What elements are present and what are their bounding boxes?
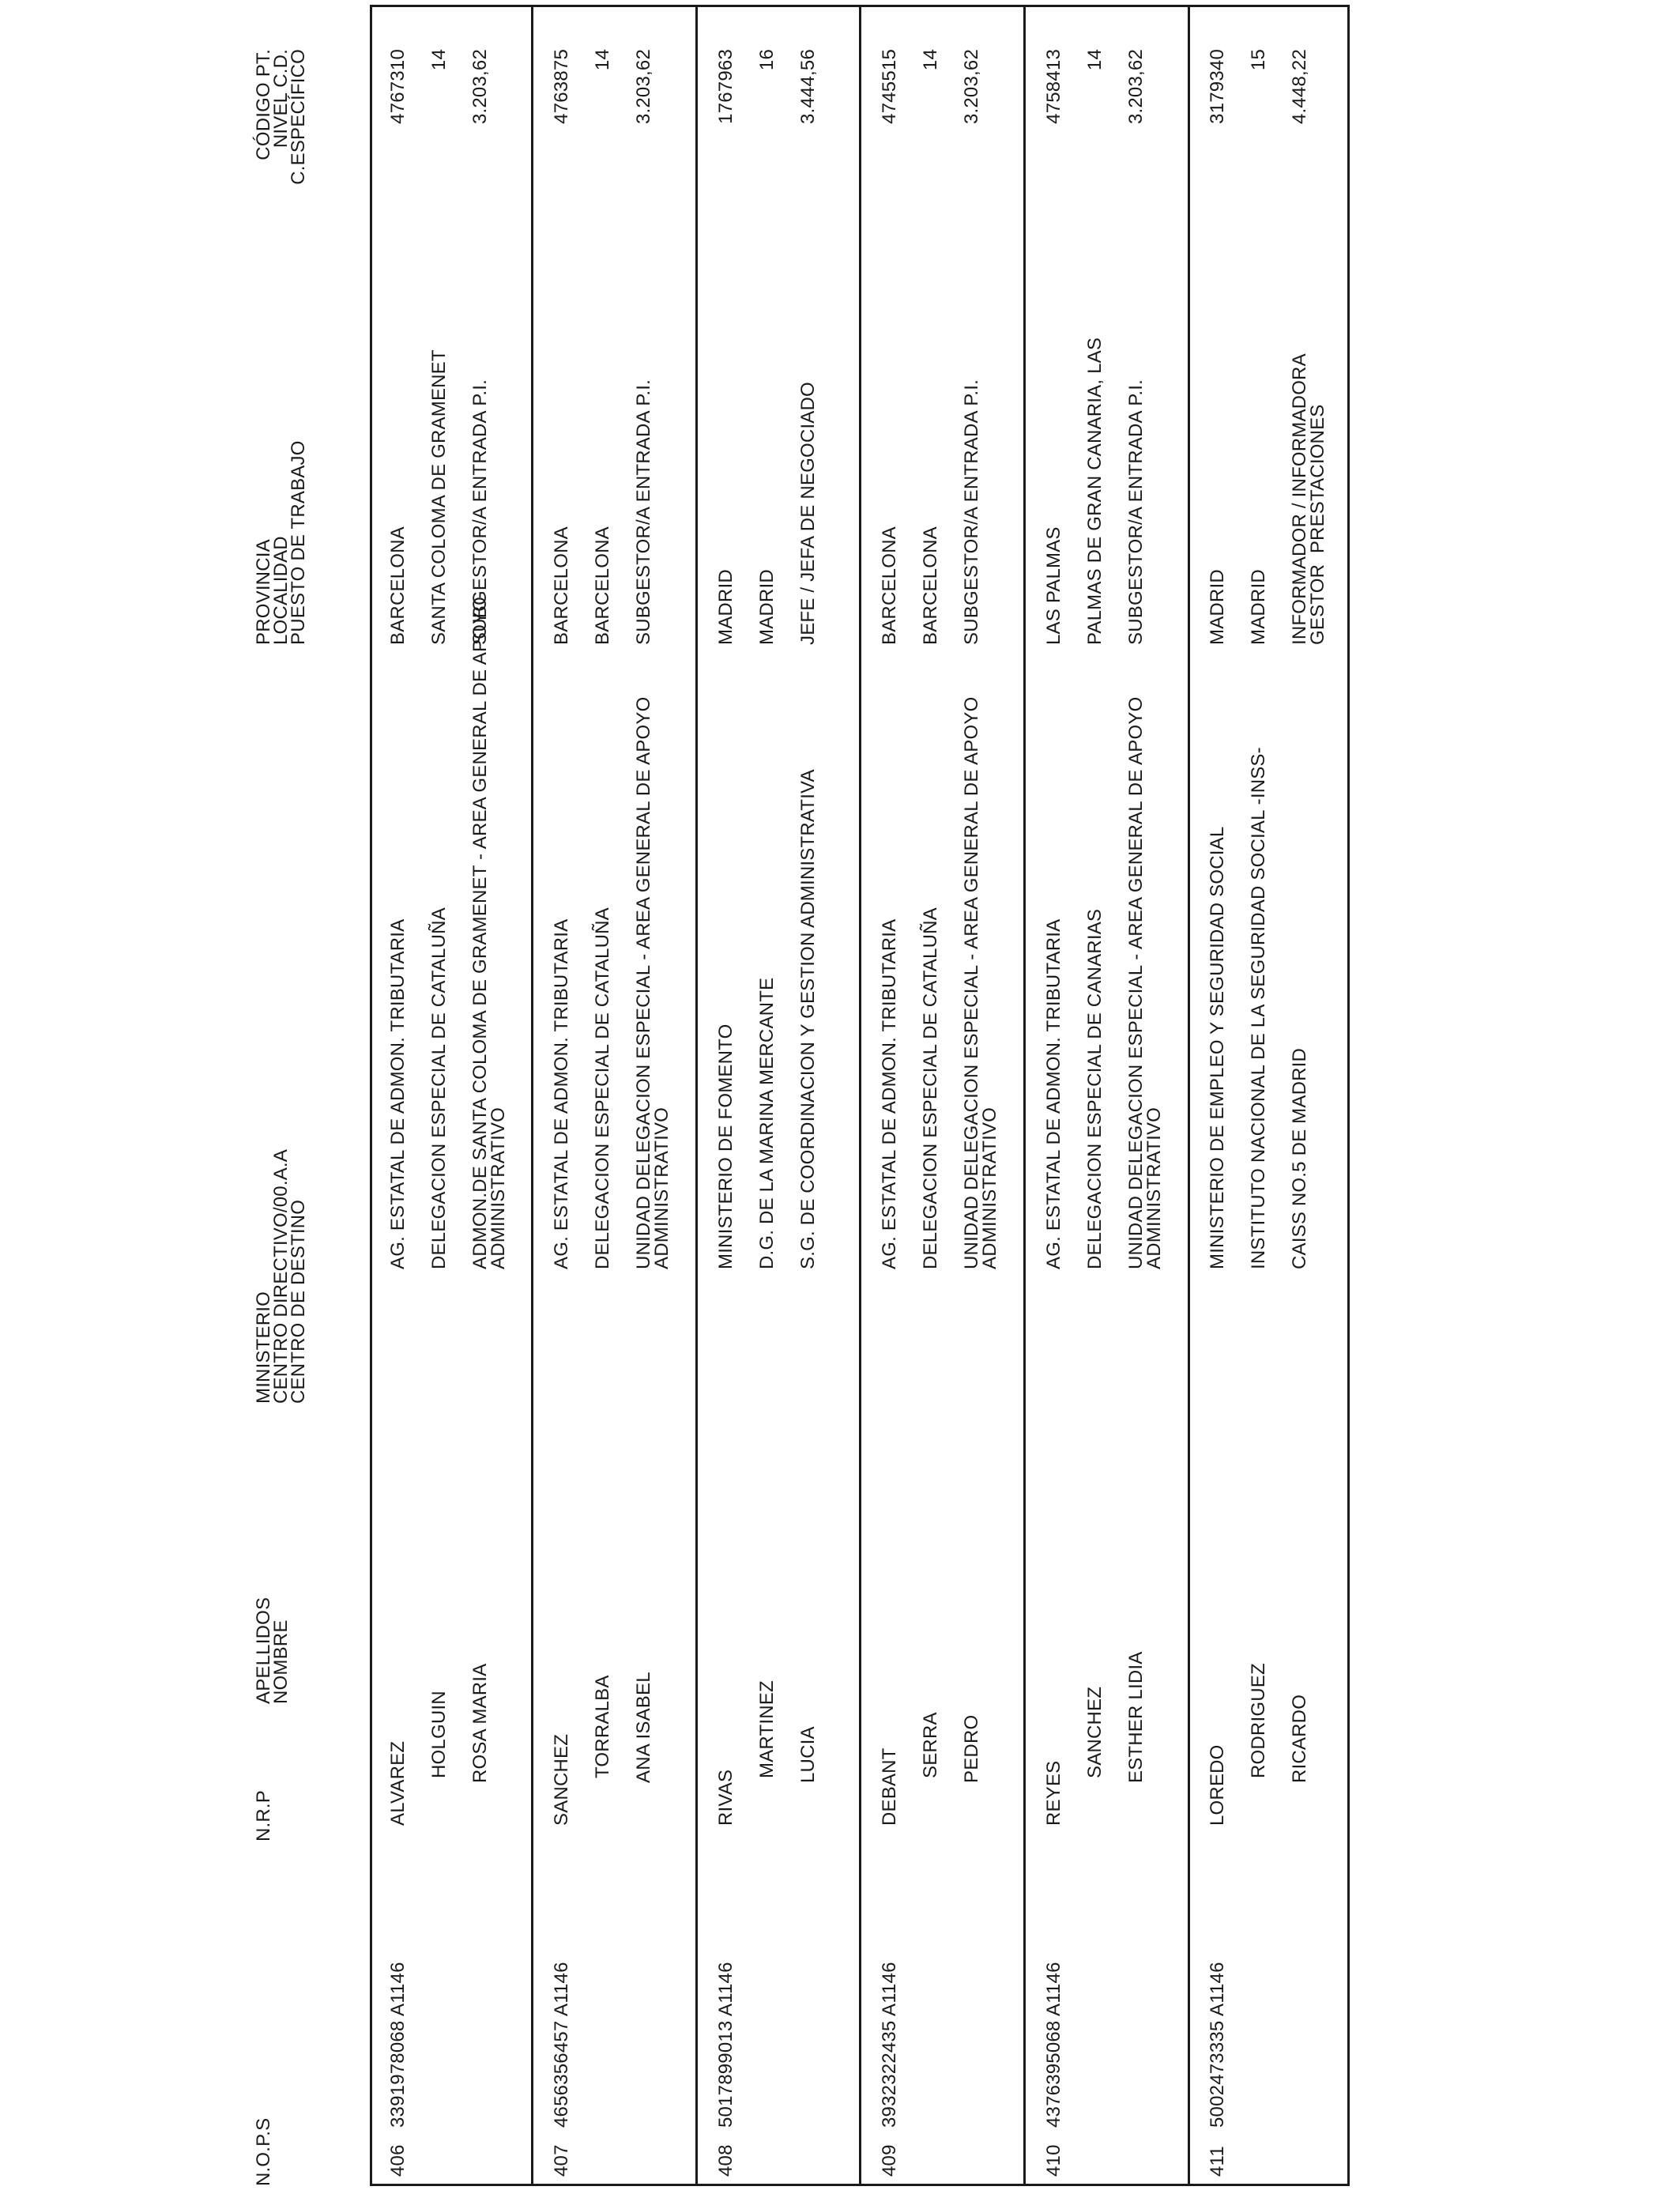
cell-localidad: MADRID — [756, 569, 778, 645]
cell-nivel: 14 — [428, 49, 450, 71]
cell-centro-destino: ADMON.DE SANTA COLOMA DE GRAMENET - AREA GENERAL DE APOYO — [469, 596, 491, 1269]
cell-centro-directivo: DELEGACION ESPECIAL DE CATALUÑA — [428, 907, 450, 1269]
cell-apellido2: MARTINEZ — [756, 1680, 778, 1778]
header-centro-destino: CENTRO DE DESTINO — [288, 1199, 309, 1404]
cell-centro-directivo: INSTITUTO NACIONAL DE LA SEGURIDAD SOCIAL -INSS- — [1248, 747, 1269, 1269]
cell-centro-destino: UNIDAD DELEGACION ESPECIAL - AREA GENERAL DE APOYO — [633, 696, 654, 1269]
cell-apellido1: LOREDO — [1207, 1744, 1228, 1826]
row-divider — [531, 5, 533, 2186]
cell-nrp: 4376395068 A1146 — [1043, 1962, 1064, 2128]
header-codigo: CÓDIGO PT. — [253, 49, 274, 160]
cell-apellido2: SANCHEZ — [1084, 1686, 1106, 1778]
cell-apellido1: REYES — [1043, 1760, 1064, 1826]
header-apellidos: APELLIDOS — [253, 1596, 274, 1704]
cell-ministerio: AG. ESTATAL DE ADMON. TRIBUTARIA — [1043, 918, 1064, 1269]
cell-ministerio: MINISTERIO DE FOMENTO — [715, 1023, 736, 1269]
cell-codigo: 4767310 — [387, 49, 409, 124]
cell-centro-directivo: D.G. DE LA MARINA MERCANTE — [756, 977, 778, 1269]
cell-apellido2: TORRALBA — [592, 1675, 613, 1778]
cell-codigo: 1767963 — [715, 49, 736, 124]
cell-nops: 409 — [879, 2144, 900, 2177]
cell-nops: 411 — [1207, 2146, 1228, 2177]
cell-apellido1: SANCHEZ — [551, 1733, 572, 1826]
cell-especifico: 3.203,62 — [633, 49, 654, 125]
cell-puesto: INFORMADOR / INFORMADORA — [1289, 353, 1310, 645]
header-nivel: NIVEL C.D. — [270, 49, 292, 149]
row-divider — [1188, 5, 1190, 2186]
cell-nivel: 15 — [1248, 49, 1269, 71]
cell-puesto-cont: GESTOR PRESTACIONES — [1307, 404, 1328, 645]
cell-localidad: PALMAS DE GRAN CANARIA, LAS — [1084, 337, 1106, 645]
cell-ministerio: AG. ESTATAL DE ADMON. TRIBUTARIA — [879, 918, 900, 1269]
cell-localidad: BARCELONA — [920, 526, 941, 645]
header-nops: N.O.P.S — [253, 2117, 274, 2186]
cell-puesto: JEFE / JEFA DE NEGOCIADO — [797, 382, 819, 645]
cell-apellido2: SERRA — [920, 1712, 941, 1778]
cell-centro-destino: S.G. DE COORDINACION Y GESTION ADMINISTRATIVA — [797, 769, 819, 1269]
cell-especifico: 3.203,62 — [961, 49, 982, 125]
cell-nrp: 3391978068 A1146 — [387, 1962, 409, 2128]
cell-especifico: 3.203,62 — [1125, 49, 1147, 125]
cell-provincia: LAS PALMAS — [1043, 526, 1064, 645]
header-nrp: N.R.P — [253, 1789, 274, 1842]
cell-codigo: 4763875 — [551, 49, 572, 124]
cell-apellido2: RODRIGUEZ — [1248, 1663, 1269, 1778]
cell-apellido2: HOLGUIN — [428, 1691, 450, 1778]
cell-localidad: MADRID — [1248, 569, 1269, 645]
cell-centro-destino-cont: ADMINISTRATIVO — [651, 1106, 672, 1269]
header-puesto: PUESTO DE TRABAJO — [288, 440, 309, 645]
cell-codigo: 4745515 — [879, 49, 900, 124]
cell-provincia: BARCELONA — [551, 526, 572, 645]
cell-codigo: 4758413 — [1043, 49, 1064, 124]
cell-nivel: 14 — [1084, 49, 1106, 71]
cell-centro-destino: CAISS NO.5 DE MADRID — [1289, 1047, 1310, 1269]
cell-puesto: SUBGESTOR/A ENTRADA P.I. — [961, 379, 982, 645]
header-especifico: C.ESPECÍFICO — [288, 49, 309, 185]
cell-nivel: 14 — [592, 49, 613, 71]
cell-nivel: 14 — [920, 49, 941, 71]
cell-nombre: ESTHER LIDIA — [1125, 1651, 1147, 1783]
header-nombre: NOMBRE — [270, 1619, 292, 1704]
cell-centro-destino-cont: ADMINISTRATIVO — [488, 1106, 509, 1269]
cell-centro-directivo: DELEGACION ESPECIAL DE CATALUÑA — [920, 907, 941, 1269]
cell-apellido1: RIVAS — [715, 1769, 736, 1826]
cell-especifico: 3.203,62 — [469, 49, 491, 125]
row-divider — [695, 5, 698, 2186]
cell-provincia: BARCELONA — [387, 526, 409, 645]
cell-centro-destino-cont: ADMINISTRATIVO — [1143, 1106, 1165, 1269]
cell-centro-destino: UNIDAD DELEGACION ESPECIAL - AREA GENERAL DE APOYO — [1125, 696, 1147, 1269]
cell-puesto: SUBGESTOR/A ENTRADA P.I. — [469, 379, 491, 645]
cell-nombre: RICARDO — [1289, 1694, 1310, 1783]
cell-nombre: ROSA MARIA — [469, 1663, 491, 1783]
cell-ministerio: AG. ESTATAL DE ADMON. TRIBUTARIA — [551, 918, 572, 1269]
cell-nops: 406 — [387, 2144, 409, 2177]
cell-ministerio: AG. ESTATAL DE ADMON. TRIBUTARIA — [387, 918, 409, 1269]
header-centro-directivo: CENTRO DIRECTIVO/00.A.A — [270, 1149, 292, 1404]
cell-nrp: 4656356457 A1146 — [551, 1962, 572, 2128]
cell-centro-directivo: DELEGACION ESPECIAL DE CATALUÑA — [592, 907, 613, 1269]
cell-puesto: SUBGESTOR/A ENTRADA P.I. — [1125, 379, 1147, 645]
cell-localidad: BARCELONA — [592, 526, 613, 645]
cell-centro-directivo: DELEGACION ESPECIAL DE CANARIAS — [1084, 908, 1106, 1269]
cell-provincia: MADRID — [715, 569, 736, 645]
cell-nombre: PEDRO — [961, 1714, 982, 1783]
header-localidad: LOCALIDAD — [270, 536, 292, 645]
cell-localidad: SANTA COLOMA DE GRAMENET — [428, 349, 450, 645]
row-divider — [1023, 5, 1026, 2186]
cell-nops: 408 — [715, 2144, 736, 2177]
cell-nrp: 5002473335 A1146 — [1207, 1962, 1228, 2128]
cell-nombre: LUCIA — [797, 1726, 819, 1783]
cell-provincia: MADRID — [1207, 569, 1228, 645]
cell-centro-destino: UNIDAD DELEGACION ESPECIAL - AREA GENERAL DE APOYO — [961, 696, 982, 1269]
cell-nivel: 16 — [756, 49, 778, 71]
cell-codigo: 3179340 — [1207, 49, 1228, 124]
cell-apellido1: DEBANT — [879, 1747, 900, 1826]
row-divider — [859, 5, 861, 2186]
cell-nombre: ANA ISABEL — [633, 1672, 654, 1783]
cell-provincia: BARCELONA — [879, 526, 900, 645]
cell-nrp: 5017899013 A1146 — [715, 1962, 736, 2128]
cell-nops: 410 — [1043, 2144, 1064, 2177]
header-ministerio: MINISTERIO — [253, 1291, 274, 1404]
cell-puesto: SUBGESTOR/A ENTRADA P.I. — [633, 379, 654, 645]
cell-nops: 407 — [551, 2144, 572, 2177]
cell-especifico: 3.444,56 — [797, 49, 819, 125]
cell-centro-destino-cont: ADMINISTRATIVO — [979, 1106, 1000, 1269]
cell-especifico: 4.448,22 — [1289, 49, 1310, 125]
cell-apellido1: ALVAREZ — [387, 1740, 409, 1826]
cell-nrp: 3932322435 A1146 — [879, 1962, 900, 2128]
header-provincia: PROVINCIA — [253, 539, 274, 645]
cell-ministerio: MINISTERIO DE EMPLEO Y SEGURIDAD SOCIAL — [1207, 826, 1228, 1269]
